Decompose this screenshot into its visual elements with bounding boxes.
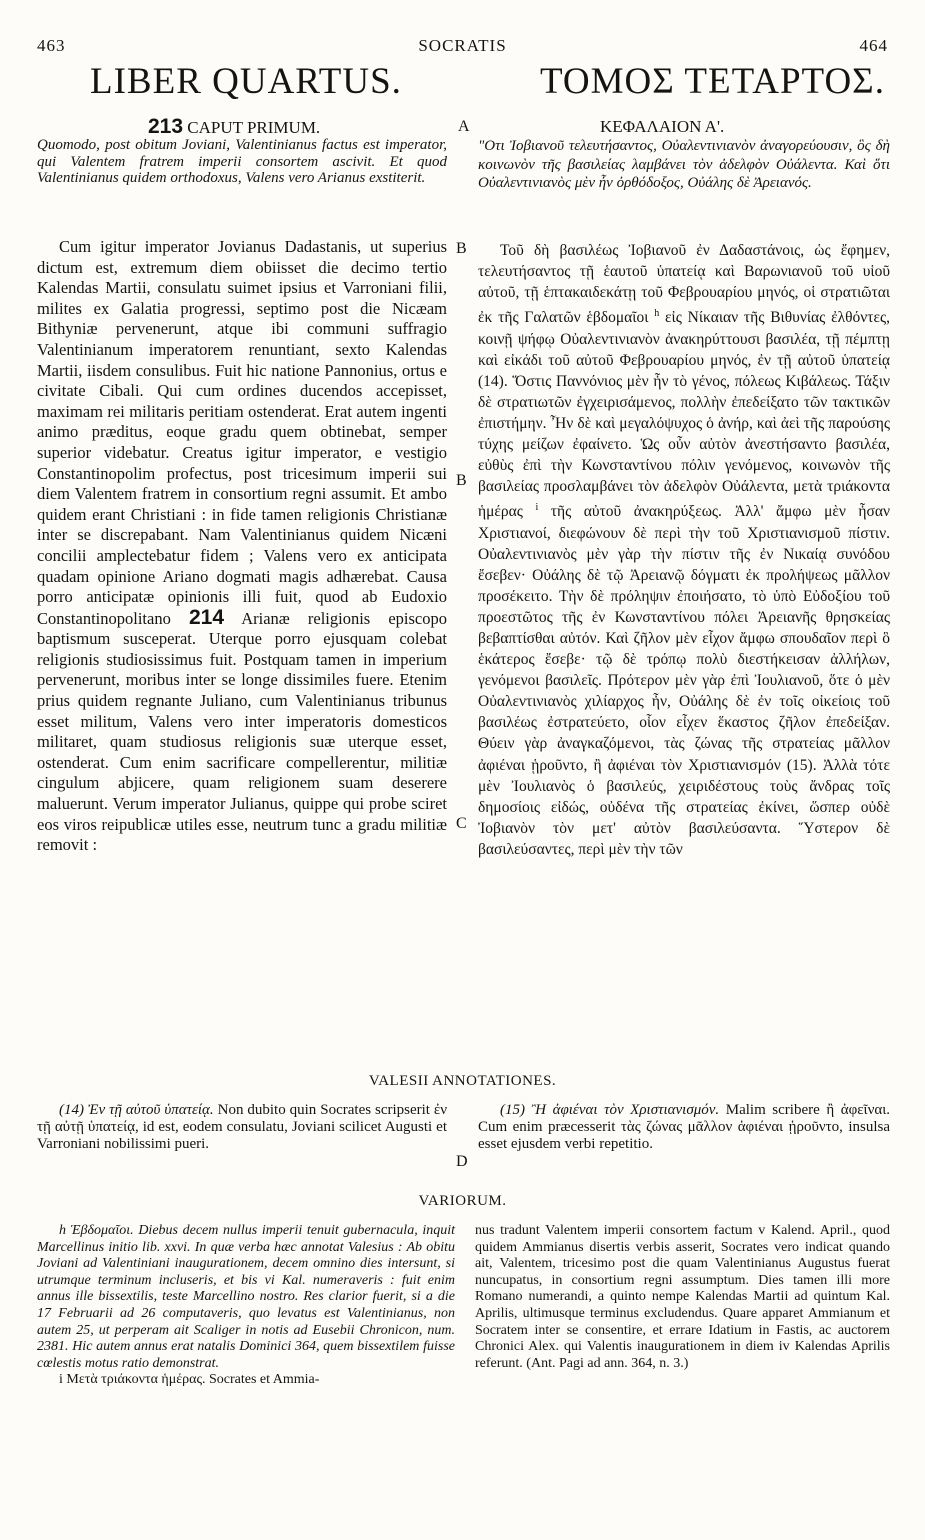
- footnote-ref-i: i: [535, 502, 539, 514]
- annotation-15-text: Malim scribere ἢ ἀφεῖναι. Cum enim præcesserit τὰς ζώνας μᾶλλον ἀφιέναι ᾑροῦντο, insulsa esset ejusdem verbi repetitio.: [478, 1102, 891, 1152]
- page-number-right: 464: [859, 36, 888, 55]
- margin-letter-b: B: [456, 472, 467, 489]
- latin-chapter-heading: [148, 115, 320, 139]
- running-title: SOCRATIS: [418, 36, 507, 55]
- greek-body-part2: εἰς Νίκαιαν τῆς Βιθυνίας ἐλθόντες, κοινῇ ψήφῳ Οὐαλεντινιανὸν ἀνακηρύττουσι βασιλέα, τῇ πέμπτῃ καὶ εἰκάδι τοῦ αὐτοῦ Φεβρουαρίου μηνός, ἐν τῇ αὐτοῦ ὑπατείᾳ (14). Ὅστις Παννόνιος μὲν ἦν τὸ γένος, πόλεως Κιβάλεως. Τάξιν δὲ στρατιωτῶν ἐγχειρισάμενος, πολλὴν ἐπεδείξατο τῶν τακτικῶν ἐπιστήμην. Ἦν δὲ καὶ μεγαλόψυχος ὁ ἀνήρ, καὶ ἀεὶ τῆς παρούσης τύχης μείζων ἐφαίνετο. Ὡς οὖν αὐτὸν ἀνεστήσαντο βασιλέα, εὐθὺς ἐπὶ τὴν Κωνσταντίνου πόλιν γενόμενος, κοινωνὸν τῆς βασιλείας προσλαμβάνει τὸν ἀδελφὸν Οὐάλεντα, μετὰ τριάκοντα ἡμέρας: [478, 309, 891, 521]
- margin-letter-c: C: [456, 815, 467, 832]
- variorum-left-column: [37, 1223, 455, 1389]
- margin-letter-b-top: B: [456, 240, 467, 257]
- annotation-14-lemma: (14) Ἐν τῇ αὐτοῦ ὑπατείᾳ.: [59, 1102, 214, 1118]
- page-number-left: 463: [37, 36, 66, 55]
- variorum-note-i: i Μετὰ τριάκοντα ἡμέρας. Socrates et Ammia-: [59, 1372, 320, 1388]
- greek-body-part3: τῆς αὐτοῦ ἀνακηρύξεως. Ἀλλ' ἄμφω μὲν ἦσαν Χριστιανοί, διεφώνουν δὲ περὶ τὴν τοῦ Χριστιανισμοῦ πίστιν. Οὐαλεντινιανὸς μὲν γὰρ τὴν πίστιν τῆς ἐν Νικαίᾳ συνόδου ἔσεβεν· Οὐάλης δὲ τῷ Ἀρειανῷ δόγματι ἐκ προλήψεως μᾶλλον προσέκειτο. Τὴν δὲ πρόληψιν ἐποιήσατο, τὸ ὑπὸ Εὐδοξίου τοῦ προεστῶτος τῆς ἐν Κωνσταντίνου πόλει Ἀρειανῆς θρησκείας βεβαπτίσθαι αὐτόν. Καὶ ζῆλον μὲν εἶχον ἄμφω σπουδαῖον περὶ ὃ ἑκάτερος ἔσεβε· τῷ δὲ τρόπῳ πολὺ διεστήκεισαν ἀλλήλων, γενόμενοι βασιλεῖς. Πρότερον μὲν γὰρ ἐπὶ Ἰουλιανοῦ, ὅτε ὁ μὲν Οὐαλεντινιανὸς χιλίαρχος ἦν, Οὐάλης δὲ ἐν τοῖς οἰκείοις τοῦ βασιλέως ἐστρατεύετο, οἷον εἶχεν ἕκαστος ζῆλον ἐπεδείξαν. Θύειν γὰρ ἀναγκαζόμενοι, τὰς ζώνας τῆς στρατείας μᾶλλον ἀφιέναι ᾑροῦντο, ἢ ἀφιέναι τὸν Χριστιανισμόν (15). Ἀλλὰ τότε μὲν Ἰουλιανὸς ὁ βασιλεύς, χειριδέστους τοὺς ἄνδρας τοῖς δημοσίοις εἰδώς, οὐδένα τῆς στρατείας ἐκίνει, ὥσπερ οὐδὲ Ἰοβιανὸν τὸν μετ' αὐτὸν βασιλεύσαντα. Ὕστερον δὲ βασιλεύσαντες, περὶ μὲν τὴν τῶν: [478, 503, 891, 858]
- latin-chapter-number: 213: [148, 115, 184, 138]
- variorum-right-column: [475, 1223, 890, 1372]
- variorum-note-continued: nus tradunt Valentem imperii consortem factum v Kalend. April., quod quidem Ammianus disertis verbis asserit, Socrates vero indicat quando ait, Valentem, tricesimo post die quam Valentinianus Augustus fuerat nuncupatus, in consortium regni assumptum. Dies tamen illi more Romano numerandi, a quinto nempe Kalendas Martii ad quintum Kal. Aprilis, ultimusque terminus excludendus. Quare apparet Ammianum et Socratem inter se consentire, et errare Idatium in Fastis, ac auctorem Chronici Alex. qui Valentis inaugurationem in diem iv Kalendas Aprilis referunt. (Ant. Pagi ad ann. 364, n. 3.): [475, 1223, 890, 1371]
- annotation-15: [478, 1102, 890, 1152]
- annotation-14-text: Non dubito quin Socrates scripserit ἐν τῇ αὐτῇ ὑπατείᾳ, id est, eodem consulatu, Joviani scilicet Augusti et Varroniani nobilissimi pueri.: [37, 1102, 447, 1152]
- greek-chapter-heading: ΚΕΦΑΛΑΙΟΝ Α'.: [600, 117, 725, 136]
- latin-book-title: LIBER QUARTUS.: [90, 61, 402, 102]
- latin-body-part1: Cum igitur imperator Jovianus Dadastanis, ut superius dictum est, extremum diem obiisset die decimo tertio Kalendas Martii, consulatu suimet ipsius et Varroniani filii, milites ex Galatia progressi, septimo post die Nicæam Bithyniæ pervenerunt, atque ibi communi suffragio Valentinianum imperatorem renuntiant, sexto Kalendas Martii, iisdem consulibus. Fuit hic natione Pannonius, ortus e civitate Cibali. Qui cum ordines ducendos accepisset, maximam rei militaris peritiam ostenderat. Erat autem ingenti animo præditus, eoque gradu quem obtinebat, semper superior videbatur. Creatus igitur imperator, e vestigio Constantinopolim profectus, post tricesimum imperii sui diem Valentem fratrem in consortium regni assumit. Et ambo quidem erant Christiani : in fide tamen religionis Christianæ inter se discrepabant. Nam Valentinianus quidem Nicæni concilii amplectebatur fidem ; Valens vero ex anticipata quadam opinione Ariano dogmati magis adhærebat. Causa porro anticipatæ opinionis illi fuit, quod ab Eudoxio Constantinopolitano: [37, 237, 447, 628]
- greek-chapter-summary: "Οτι Ἰοβιανοῦ τελευτήσαντος, Οὐαλεντινιανὸν ἀναγορεύουσιν, ὃς δὴ κοινωνὸν τῆς βασιλείας λαμβάνει τὸν ἀδελφὸν Οὐάλεντα. Καὶ ὅτι Οὐαλεντινιανὸς μὲν ἦν ὀρθόδοξος, Οὐάλης δὲ Ἀρειανός.: [478, 138, 890, 191]
- greek-body-part1: Τοῦ δὴ βασιλέως Ἰοβιανοῦ ἐν Δαδαστάνοις, ὡς ἔφημεν, τελευτήσαντος τῇ ἑαυτοῦ ὑπατείᾳ καὶ Βαρωνιανοῦ τοῦ υἱοῦ αὐτοῦ, τῇ ἑπτακαιδεκάτῃ τοῦ Φεβρουαρίου μηνός, οἱ στρατιῶται ἐκ τῆς Γαλατῶν ἑβδομαῖοι: [478, 242, 890, 327]
- greek-body-text: [478, 240, 890, 860]
- variorum-note-h: h Ἑβδομαῖοι. Diebus decem nullus imperii tenuit gubernacula, inquit Marcellinus initio lib. xxvi. In quæ verba hæc annotat Valesius : Ab obitu Joviani ad Valentiniani inaugurationem, decem omnino dies intersunt, si utrumque terminum incluseris, et bis vi Kal. numeraveris : fuit enim annus ille bissextilis, teste Marcellino nostro. Res clarior fuerit, si a die 17 Februarii ad 26 computaveris, quo levatus est Valentinianus, non autem 25, ut perperam ait Scaliger in notis ad Eusebii Chronicon, num. 2381. Hic autem annus erat natalis Dominici 364, quem bissextilem fuisse cœlestis motus ratio demonstrat.: [37, 1223, 455, 1371]
- inline-column-number: 214: [188, 605, 225, 629]
- margin-letter-d: D: [456, 1153, 468, 1170]
- latin-body-part2: Arianæ religionis episcopo baptismum susceperat. Uterque porro ejusquam colebat religionis studiosissimus fuit. Postquam tamen in imperium pervenerunt, moribus inter se longe dissimiles fuere. Etenim prius quidem regnante Juliano, cum Valentinianus tribunus esset militum, Valens vero inter imperatoris domesticos militaret, quam studiosus religionis suæ uterque esset, ostenderat. Cum enim sacrificare compellerentur, militiæ cingulum abjicere, quam religionem suam deserere maluerunt. Verum imperator Julianus, quippe qui probe sciret eos viros reipublicæ utiles esse, neutrum tunc a gradu militiæ removit :: [37, 608, 447, 855]
- greek-book-title: ΤΟΜΟΣ ΤΕΤΑΡΤΟΣ.: [540, 61, 885, 102]
- annotation-15-lemma: (15) Ἢ ἀφιέναι τὸν Χριστιανισμόν.: [500, 1102, 720, 1118]
- margin-letter-a: A: [458, 118, 470, 135]
- annotation-14: [37, 1102, 447, 1152]
- latin-body-text: [37, 237, 447, 856]
- latin-chapter-label: CAPUT PRIMUM.: [187, 118, 321, 137]
- annotations-title: VALESII ANNOTATIONES.: [368, 1073, 557, 1089]
- latin-chapter-summary: Quomodo, post obitum Joviani, Valentinianus factus est imperator, qui Valentem fratrem imperii consortem ascivit. Et quod Valentinianus quidem orthodoxus, Valens vero Arianus exstiterit.: [37, 137, 447, 186]
- footnote-ref-h: h: [654, 308, 660, 320]
- variorum-title: VARIORUM.: [418, 1193, 507, 1209]
